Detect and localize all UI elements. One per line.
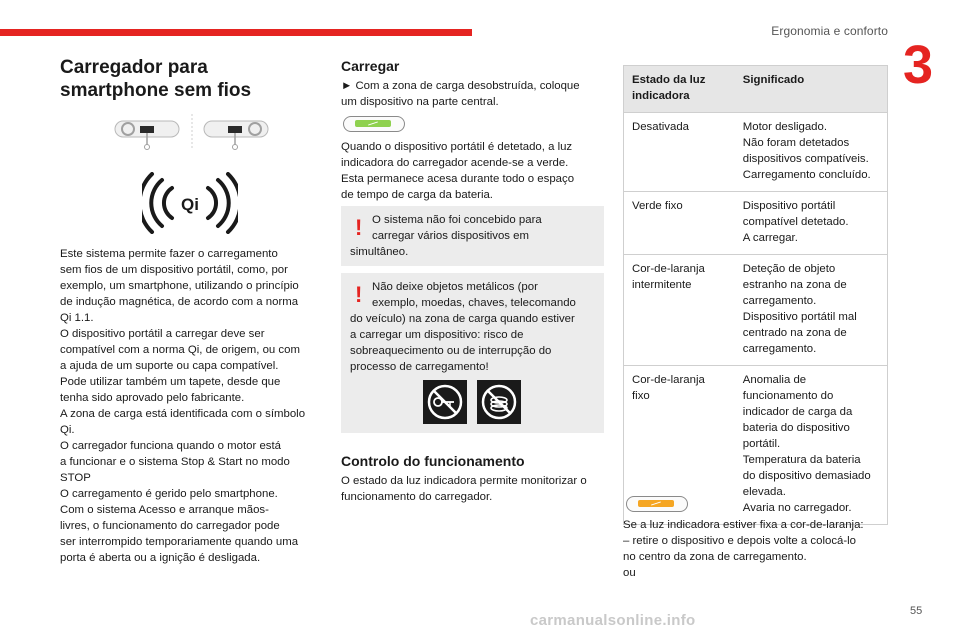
warning-exclamation-icon: ! bbox=[355, 215, 363, 240]
no-coins-icon bbox=[477, 380, 521, 424]
table-header-row bbox=[624, 66, 887, 113]
phone-on-charger-right-icon bbox=[204, 121, 268, 150]
orange-fixed-text: Se a luz indicadora estiver fixa a cor-de-laranja: – retire o dispositivo e depois volte a colocá-lo no centro da zona de carregamento. ou bbox=[623, 519, 864, 579]
indicator-status-table bbox=[623, 65, 888, 525]
state-cell: Cor-de-laranja intermitente bbox=[624, 255, 739, 366]
column-header-state: Estado da luz indicadora bbox=[624, 66, 739, 113]
control-text: O estado da luz indicadora permite monitorizar o funcionamento do carregador. bbox=[341, 475, 587, 503]
charge-step: ► Com a zona de carga desobstruída, coloque um dispositivo na parte central. bbox=[341, 80, 580, 108]
state-cell: Verde fixo bbox=[624, 192, 739, 255]
intro-text: Este sistema permite fazer o carregamento sem fios de um dispositivo portátil, como, por exemplo, um smartphone, utilizando o princípio de indução magnética, de acordo com a norma Qi 1.1. O dispositivo portátil a carregar deve ser compatível com a norma Qi, de origem, ou com a ajuda de um suporte ou capa compatível. Pode utilizar também um tapete, desde que tenha sido aprovado pelo fabricante. A zona de carga está identificada com o símbolo Qi. O carregador funciona quando o motor está a funcionar e o sistema Stop & Start no modo STOP O carregamento é gerido pelo smartphone. Com o sistema Acesso e arranque mãos- livres, o funcionamento do carregador pode ser interrompido temporariamente quando uma porta é aberta ou a ignição é desligada. bbox=[60, 248, 306, 564]
table-row bbox=[624, 255, 887, 366]
table-row bbox=[624, 192, 887, 255]
page-title: Carregador para smartphone sem fios bbox=[60, 57, 252, 101]
detect-text: Quando o dispositivo portátil é detetado, a luz indicadora do carregador acende-se a verde. Esta permanece acesa durante todo o espaço de tempo de carga da bateria. bbox=[341, 141, 575, 201]
warning-exclamation-icon: ! bbox=[355, 282, 363, 307]
charger-illustration bbox=[112, 112, 272, 152]
warning-box-multiple-devices: ! O sistema não foi concebido para carregar vários dispositivos em simultâneo. bbox=[341, 206, 604, 266]
watermark: carmanualsonline.info bbox=[530, 612, 696, 629]
qi-wireless-icon bbox=[142, 172, 238, 234]
meaning-cell: Anomalia de funcionamento do indicador de carga da bateria do dispositivo portátil. Temperatura da bateria do dispositivo demasiado elevada. Avaria no carregador. bbox=[739, 366, 887, 525]
green-indicator-icon bbox=[343, 116, 405, 132]
charge-heading: Carregar bbox=[341, 58, 400, 74]
orange-indicator-icon bbox=[626, 496, 688, 512]
header-accent-bar bbox=[0, 29, 472, 36]
section-title: Ergonomia e conforto bbox=[771, 24, 888, 38]
control-heading: Controlo do funcionamento bbox=[341, 453, 525, 469]
page-number: 55 bbox=[910, 605, 923, 617]
meaning-cell: Motor desligado. Não foram detetados dispositivos compatíveis. Carregamento concluído. bbox=[739, 113, 887, 192]
no-keys-icon bbox=[423, 380, 467, 424]
table-row bbox=[624, 113, 887, 192]
warning-box-metal-objects: ! Não deixe objetos metálicos (por exemplo, moedas, chaves, telecomando do veículo) na zona de carga quando estiver a carregar um dispositivo: risco de sobreaquecimento ou de interrupção do processo de carregamento! bbox=[341, 273, 604, 433]
meaning-cell: Dispositivo portátil compatível detetado. A carregar. bbox=[739, 192, 887, 255]
state-cell: Desativada bbox=[624, 113, 739, 192]
column-header-meaning: Significado bbox=[739, 66, 887, 113]
svg-text:Qi: Qi bbox=[181, 195, 199, 214]
phone-on-charger-left-icon bbox=[112, 112, 272, 152]
chapter-number: 3 bbox=[903, 35, 934, 95]
state-cell: Cor-de-laranja fixo bbox=[624, 366, 739, 525]
meaning-cell: Deteção de objeto estranho na zona de carregamento. Dispositivo portátil mal centrado na zona de carregamento. bbox=[739, 255, 887, 366]
